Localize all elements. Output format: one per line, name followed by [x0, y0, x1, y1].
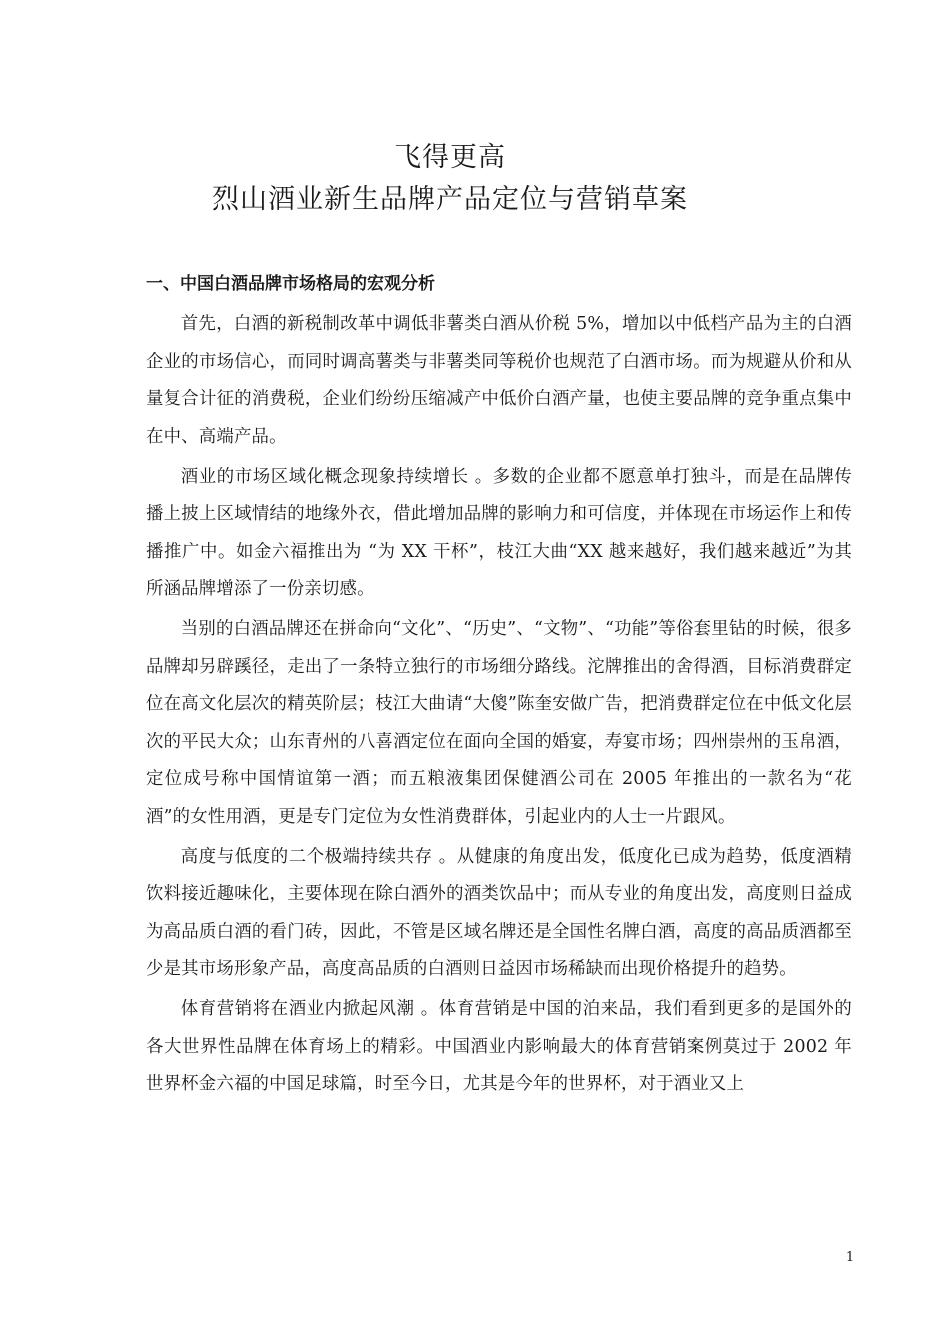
title-line-main: 飞得更高 [394, 142, 506, 173]
page-number: 1 [845, 1250, 855, 1265]
paragraph-sports-marketing: 体育营销将在酒业内掀起风潮 。体育营销是中国的泊来品，我们看到更多的是国外的各大世界性品牌在体育场上的精彩。中国酒业内影响最大的体育营销案例莫过于 2002 年世界杯金六福的中国足球篇，时至今日，尤其是今年的世界杯，对于酒业又上 [146, 999, 852, 1094]
document-body [146, 266, 852, 1106]
paragraph-market-segmentation: 当别的白酒品牌还在拼命向“文化”、“历史”、“文物”、“功能”等俗套里钻的时候，很多品牌却另辟蹊径，走出了一条特立独行的市场细分路线。沱牌推出的舍得酒，目标消费群定位在高文化层次的精英阶层；枝江大曲请“大傻”陈奎安做广告，把消费群定位在中低文化层次的平民大众；山东青州的八喜酒定位在面向全国的婚宴，寿宴市场；四州崇州的玉帛酒，定位成号称中国情谊第一酒；而五粮液集团保健酒公司在 2005 年推出的一款名为“花酒”的女性用酒，更是专门定位为女性消费群体，引起业内的人士一片跟风。 [146, 619, 852, 827]
document-title [0, 138, 900, 220]
section-heading: 一、中国白酒品牌市场格局的宏观分析 [146, 274, 435, 294]
paragraph-tax-reform: 首先，白酒的新税制改革中调低非薯类白酒从价税 5%，增加以中低档产品为主的白酒企业的市场信心，而同时调高薯类与非薯类同等税价也规范了白酒市场。而为规避从价和从量复合计征的消费税，企业们纷纷压缩减产中低价白酒产量，也使主要品牌的竞争重点集中在中、高端产品。 [146, 314, 852, 447]
title-line-subtitle: 烈山酒业新生品牌产品定位与营销草案 [212, 184, 688, 215]
paragraph-regionalization: 酒业的市场区域化概念现象持续增长 。多数的企业都不愿意单打独斗，而是在品牌传播上披上区域情结的地缘外衣，借此增加品牌的影响力和可信度，并体现在市场运作上和传 播推广中。如金六福推出为 “为 XX 干杯”，枝江大曲“XX 越来越好，我们越来越近”为其所涵品牌增添了一份亲切感。 [146, 466, 852, 599]
paragraph-alcohol-strength: 高度与低度的二个极端持续共存 。从健康的角度出发，低度化已成为趋势，低度酒精饮料接近趣味化，主要体现在除白酒外的酒类饮品中；而从专业的角度出发，高度则日益成为高品质白酒的看门砖，因此，不管是区域名牌还是全国性名牌白酒，高度的高品质酒都至少是其市场形象产品，高度高品质的白酒则日益因市场稀缺而出现价格提升的趋势。 [146, 846, 852, 979]
